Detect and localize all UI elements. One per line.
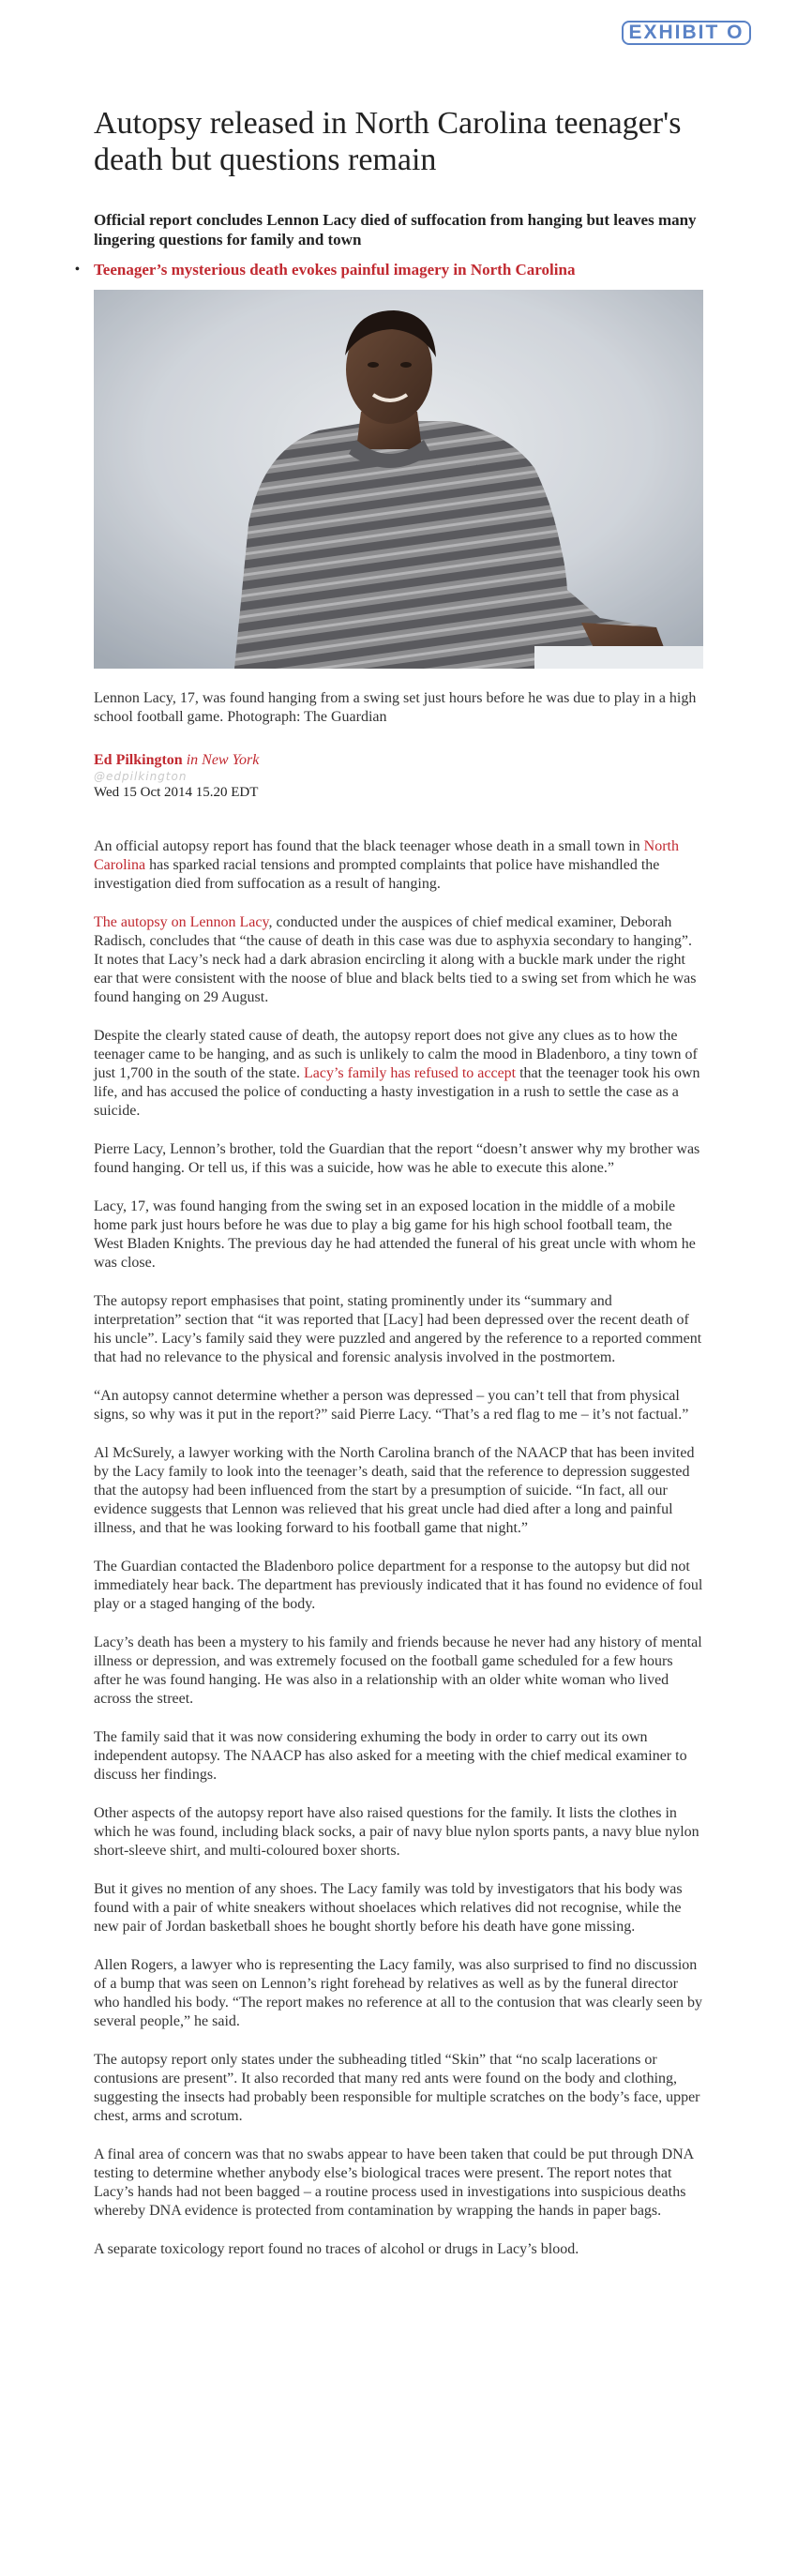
paragraph: The autopsy report emphasises that point, stating prominently under its “summary and interpretation” section that “it was reported that [Lacy] had been depressed over the recent death of his uncle”. Lacy’s family said they were puzzled and angered by the reference to a reported comment that had no relevance to the physical and forensic analysis involved in the postmortem. [94, 1293, 702, 1365]
inline-link-family-refused[interactable]: Lacy’s family has refused to accept [303, 1065, 517, 1081]
article-standfirst: Official report concludes Lennon Lacy died of suffocation from hanging but leaves many lingering questions for family and town [94, 211, 697, 249]
paragraph: The autopsy report only states under the subheading titled “Skin” that “no scalp lacerations or contusions are present”. It also recorded that many red ants were found on the body and clothing, suggesting the insects had probably been responsible for multiple scratches on the body’s face, upper chest, arms and scrotum. [94, 2052, 700, 2124]
publish-date: Wed 15 Oct 2014 15.20 EDT [94, 785, 259, 800]
paragraph: The family said that it was now considering exhuming the body in order to carry out its own independent autopsy. The NAACP has also asked for a meeting with the chief medical examiner to discuss her findings. [94, 1729, 687, 1783]
paragraph: An official autopsy report has found that the black teenager whose death in a small town in North Carolina has sparked racial tensions and prompted complaints that police have mishandled the investigation died from suffocation as a result of hanging. [94, 838, 679, 892]
author-location: in New York [186, 752, 260, 768]
related-links [94, 260, 703, 279]
paragraph: A final area of concern was that no swabs appear to have been taken that could be put through DNA testing to determine whether anybody else’s biological traces were present. The report notes that Lacy’s hands had not been bagged – a routine process used in investigations into suspicious deaths whereby DNA evidence is protected from contamination by wrapping the hands in paper bags. [94, 2147, 694, 2219]
portrait-photo-illustration [94, 290, 703, 669]
paragraph: “An autopsy cannot determine whether a person was depressed – you can’t tell that from physical signs, so why was it put in the report?” said Pierre Lacy. “That’s a red flag to me – it’s not factual.” [94, 1388, 689, 1423]
paragraph: Despite the clearly stated cause of death, the autopsy report does not give any clues as to how the teenager came to be hanging, and as such is unlikely to calm the mood in Bladenboro, a tiny town of just 1,700 in the south of the state. Lacy’s family has refused to accept that the teenager took his own life, and has accused the police of conducting a hasty investigation in a rush to settle the case as a suicide. [94, 1028, 700, 1119]
article-headline: Autopsy released in North Carolina teenager's death but questions remain [94, 106, 682, 177]
twitter-handle[interactable]: @edpilkington [94, 770, 188, 783]
article-photo [94, 290, 703, 669]
exhibit-stamp: EXHIBIT O [622, 21, 751, 45]
author-name[interactable]: Ed Pilkington [94, 752, 183, 768]
article [94, 105, 703, 2279]
photo-caption: Lennon Lacy, 17, was found hanging from a swing set just hours before he was due to play in a high school football game. Photograph: The Guardian [94, 690, 697, 725]
paragraph: Al McSurely, a lawyer working with the North Carolina branch of the NAACP that has been invited by the Lacy family to look into the teenager’s death, said that the reference to depression suggested that the autopsy had been influenced from the start by a presumption of suicide. “In fact, all our evidence suggests that Lennon was relieved that his great uncle had died after a long and painful illness, and that he was looking forward to his football game that night.” [94, 1445, 695, 1536]
paragraph: Lacy’s death has been a mystery to his family and friends because he never had any history of mental illness or depression, and was extremely focused on the football game scheduled for a few hours after he was found hanging. He was also in a relationship with an older white woman who lived across the street. [94, 1634, 702, 1707]
paragraph: A separate toxicology report found no traces of alcohol or drugs in Lacy’s blood. [94, 2241, 579, 2257]
paragraph: Lacy, 17, was found hanging from the swing set in an exposed location in the middle of a mobile home park just hours before he was due to play a big game for his high school football team, the West Bladen Knights. The previous day he had attended the funeral of his great uncle with whom he was close. [94, 1198, 696, 1271]
paragraph: Other aspects of the autopsy report have also raised questions for the family. It lists the clothes in which he was found, including black socks, a pair of navy blue nylon sports pants, a navy blue nylon short-sleeve shirt, and multi-coloured boxer shorts. [94, 1805, 699, 1859]
byline [94, 751, 703, 802]
paragraph: But it gives no mention of any shoes. The Lacy family was told by investigators that his body was found with a pair of white sneakers without shoelaces which relatives did not recognise, while the new pair of Jordan basketball shoes he bought shortly before his death have gone missing. [94, 1881, 683, 1935]
paragraph: Allen Rogers, a lawyer who is representing the Lacy family, was also surprised to find no discussion of a bump that was seen on Lennon’s right forehead by relatives as well as by the funeral director who handled his body. “The report makes no reference at all to the contusion that was clearly seen by several people,” he said. [94, 1957, 702, 2029]
inline-link-north-carolina[interactable]: North Carolina [94, 838, 679, 873]
inline-link-autopsy[interactable]: The autopsy on Lennon Lacy [94, 914, 269, 930]
paragraph: The autopsy on Lennon Lacy, conducted under the auspices of chief medical examiner, Deborah Radisch, concludes that “the cause of death in this case was due to asphyxia secondary to hanging”. It notes that Lacy’s neck had a dark abrasion encircling it along with a buckle mark under the right ear that were consistent with the noose of blue and black belts tied to a swing set from which he was found hanging on 29 August. [94, 914, 697, 1005]
paragraph: Pierre Lacy, Lennon’s brother, told the Guardian that the report “doesn’t answer why my brother was found hanging. Or tell us, if this was a suicide, how was he able to execute this alone.” [94, 1141, 700, 1176]
paragraph: The Guardian contacted the Bladenboro police department for a response to the autopsy but did not immediately hear back. The department has previously indicated that it has found no evidence of foul play or a staged hanging of the body. [94, 1559, 703, 1612]
article-body [94, 837, 703, 2259]
related-link[interactable]: • Teenager’s mysterious death evokes painful imagery in North Carolina [94, 260, 703, 279]
